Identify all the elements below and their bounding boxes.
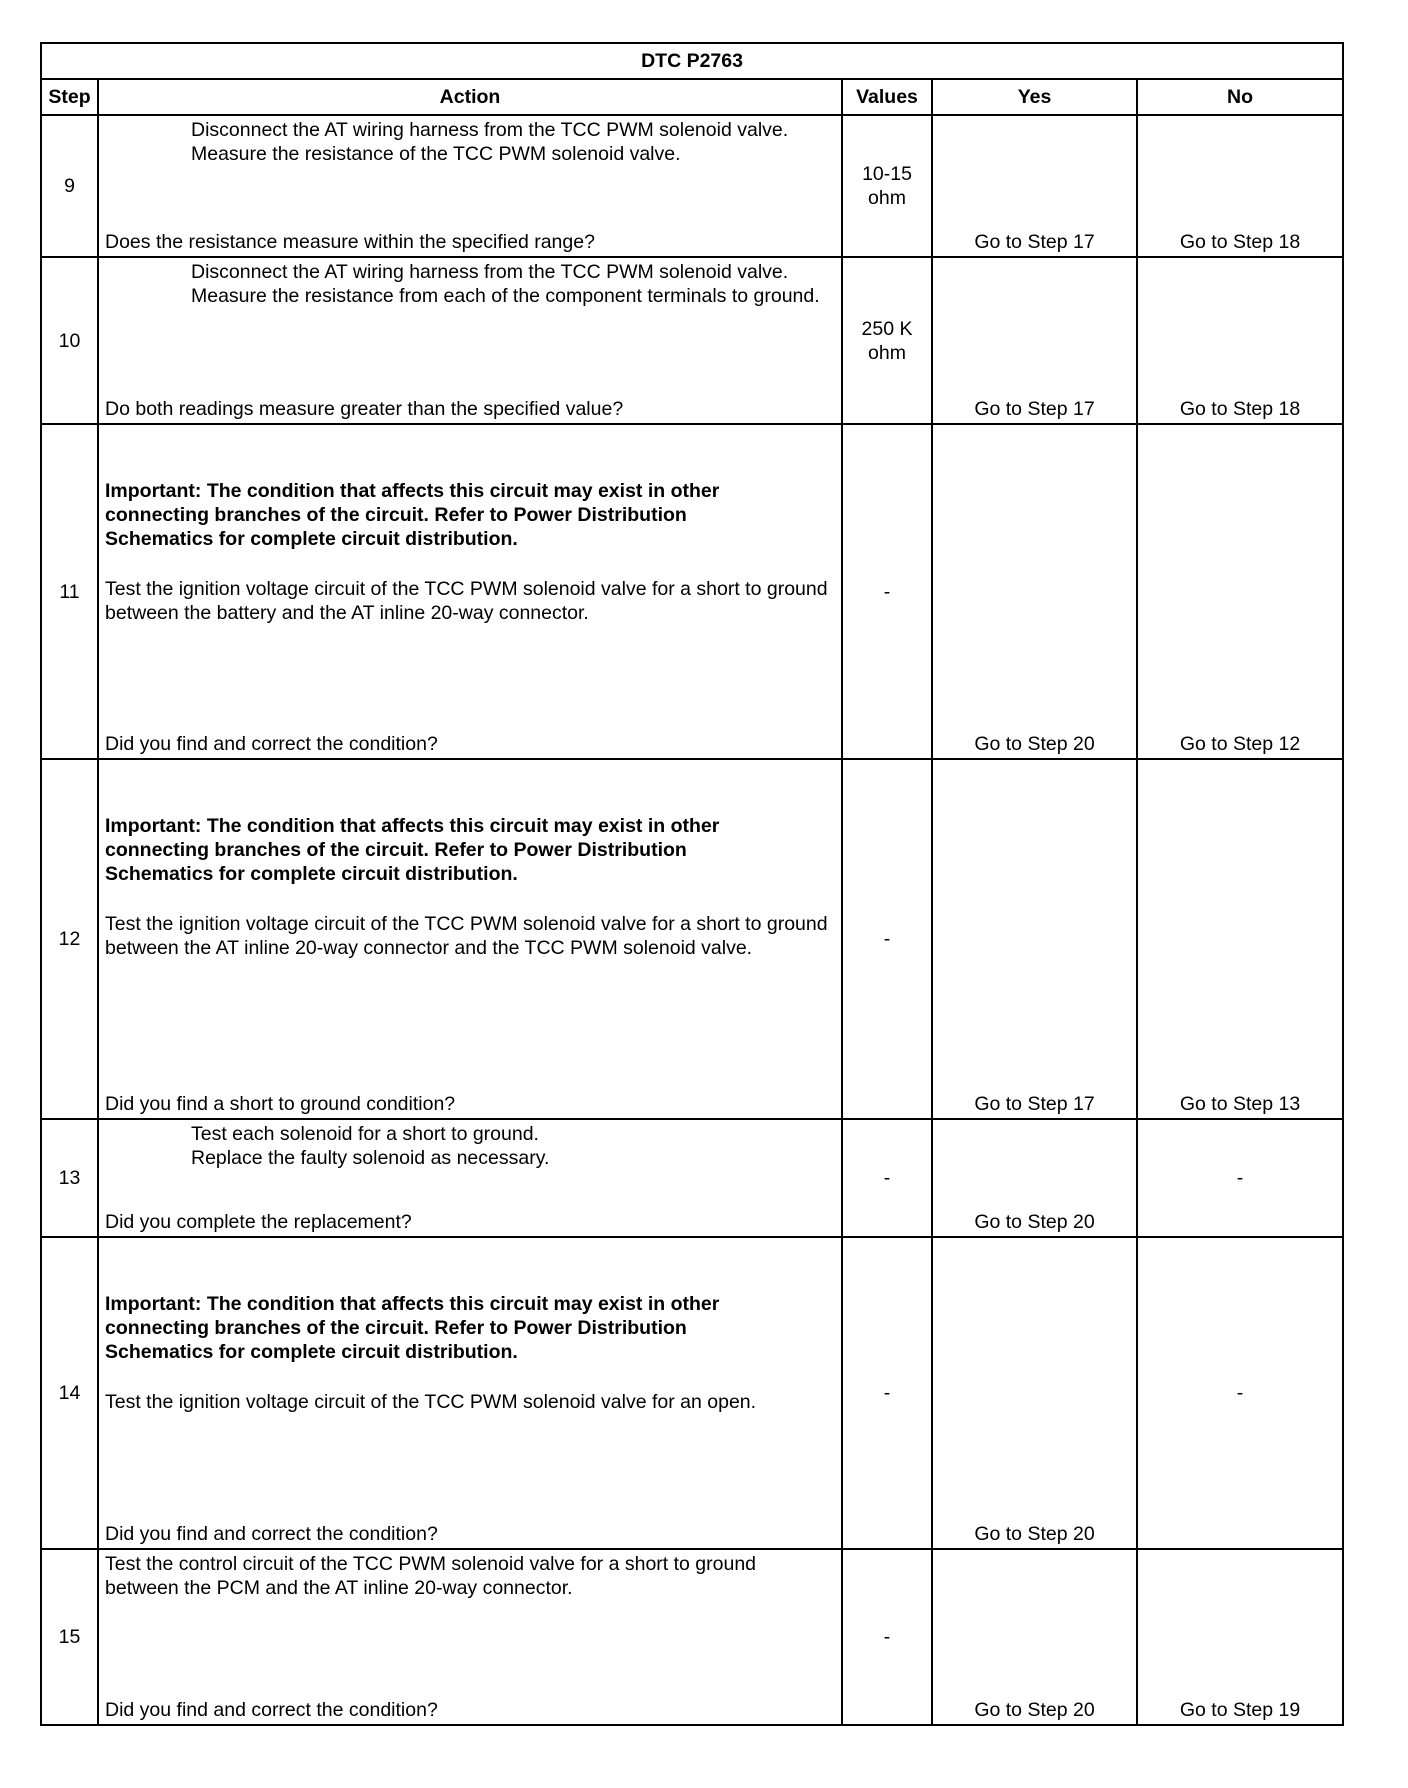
header-step: Step (41, 79, 98, 115)
no-answer: Go to Step 12 (1179, 733, 1301, 755)
action-line: Measure the resistance of the TCC PWM solenoid valve. (191, 143, 681, 165)
step-number: 14 (41, 1237, 98, 1549)
action-cell (98, 1119, 842, 1237)
value-text: 10-15 ohm (862, 163, 912, 209)
header-yes: Yes (932, 79, 1137, 115)
important-note: Important: The condition that affects this circuit may exist in other connecting branches of the circuit. Refer to Power Distribution Schematics for complete circuit distribution. (105, 815, 720, 885)
action-text: Test the ignition voltage circuit of the TCC PWM solenoid valve for a short to ground between the battery and the AT inline 20-way connector. (105, 578, 828, 624)
action-cell (98, 1549, 842, 1725)
action-line: Disconnect the AT wiring harness from the TCC PWM solenoid valve. (191, 261, 789, 283)
action-text: Test the control circuit of the TCC PWM solenoid valve for a short to ground between the PCM and the AT inline 20-way connector. (105, 1553, 757, 1599)
important-note: Important: The condition that affects this circuit may exist in other connecting branches of the circuit. Refer to Power Distribution Schematics for complete circuit distribution. (105, 480, 720, 550)
no-cell (1137, 1119, 1343, 1237)
table-row (41, 1119, 1343, 1237)
yes-cell (932, 115, 1137, 257)
yes-cell (932, 1549, 1137, 1725)
yes-answer: Go to Step 17 (974, 231, 1095, 253)
table-row (41, 424, 1343, 759)
table-row (41, 759, 1343, 1119)
yes-answer: Go to Step 20 (974, 1523, 1095, 1545)
yes-answer: Go to Step 20 (974, 733, 1095, 755)
table-row (41, 1237, 1343, 1549)
action-cell (98, 424, 842, 759)
action-text: Test the ignition voltage circuit of the TCC PWM solenoid valve for an open. (105, 1391, 757, 1413)
yes-cell (932, 1119, 1137, 1237)
action-cell (98, 759, 842, 1119)
header-row (41, 79, 1343, 115)
yes-cell (932, 1237, 1137, 1549)
no-cell (1137, 1237, 1343, 1549)
yes-cell (932, 257, 1137, 424)
action-line: Replace the faulty solenoid as necessary. (191, 1147, 550, 1169)
action-question: Did you find a short to ground condition? (105, 1093, 456, 1115)
step-number: 9 (41, 115, 98, 257)
step-number: 10 (41, 257, 98, 424)
table-row (41, 115, 1343, 257)
action-cell (98, 115, 842, 257)
action-question: Did you complete the replacement? (105, 1211, 412, 1233)
no-answer: - (1236, 1167, 1244, 1189)
yes-cell (932, 424, 1137, 759)
action-question: Did you find and correct the condition? (105, 1523, 438, 1545)
action-line: Measure the resistance from each of the component terminals to ground. (191, 285, 820, 307)
value-cell (842, 115, 932, 257)
action-question: Do both readings measure greater than the specified value? (105, 398, 624, 420)
no-answer: Go to Step 18 (1179, 231, 1301, 253)
step-number: 15 (41, 1549, 98, 1725)
table-row (41, 257, 1343, 424)
yes-answer: Go to Step 17 (974, 398, 1095, 420)
step-number: 12 (41, 759, 98, 1119)
no-cell (1137, 115, 1343, 257)
no-answer: Go to Step 18 (1179, 398, 1301, 420)
value-cell: - (842, 424, 932, 759)
no-cell (1137, 257, 1343, 424)
no-answer: Go to Step 13 (1179, 1093, 1301, 1115)
step-number: 13 (41, 1119, 98, 1237)
value-text: 250 K ohm (861, 317, 913, 364)
action-question: Did you find and correct the condition? (105, 1699, 438, 1721)
table-title: DTC P2763 (41, 43, 1343, 79)
no-answer: Go to Step 19 (1179, 1699, 1301, 1721)
yes-answer: Go to Step 17 (974, 1093, 1095, 1115)
no-answer: - (1236, 1382, 1244, 1404)
yes-cell (932, 759, 1137, 1119)
important-note: Important: The condition that affects this circuit may exist in other connecting branches of the circuit. Refer to Power Distribution Schematics for complete circuit distribution. (105, 1293, 720, 1363)
value-cell (842, 257, 932, 424)
no-cell (1137, 424, 1343, 759)
no-cell (1137, 759, 1343, 1119)
table-row (41, 1549, 1343, 1725)
action-cell (98, 1237, 842, 1549)
header-values: Values (842, 79, 932, 115)
no-cell (1137, 1549, 1343, 1725)
value-cell: - (842, 1237, 932, 1549)
step-number: 11 (41, 424, 98, 759)
diagnostic-table (40, 42, 1344, 1726)
header-action: Action (98, 79, 842, 115)
header-no: No (1137, 79, 1343, 115)
value-cell: - (842, 759, 932, 1119)
action-question: Did you find and correct the condition? (105, 733, 438, 755)
yes-answer: Go to Step 20 (974, 1699, 1095, 1721)
yes-answer: Go to Step 20 (974, 1211, 1095, 1233)
action-line: Test each solenoid for a short to ground. (191, 1123, 539, 1145)
action-line: Disconnect the AT wiring harness from the TCC PWM solenoid valve. (191, 119, 789, 141)
action-cell (98, 257, 842, 424)
value-cell: - (842, 1549, 932, 1725)
action-question: Does the resistance measure within the specified range? (105, 231, 595, 253)
action-text: Test the ignition voltage circuit of the TCC PWM solenoid valve for a short to ground between the AT inline 20-way connector and the TCC PWM solenoid valve. (105, 913, 828, 959)
value-cell: - (842, 1119, 932, 1237)
